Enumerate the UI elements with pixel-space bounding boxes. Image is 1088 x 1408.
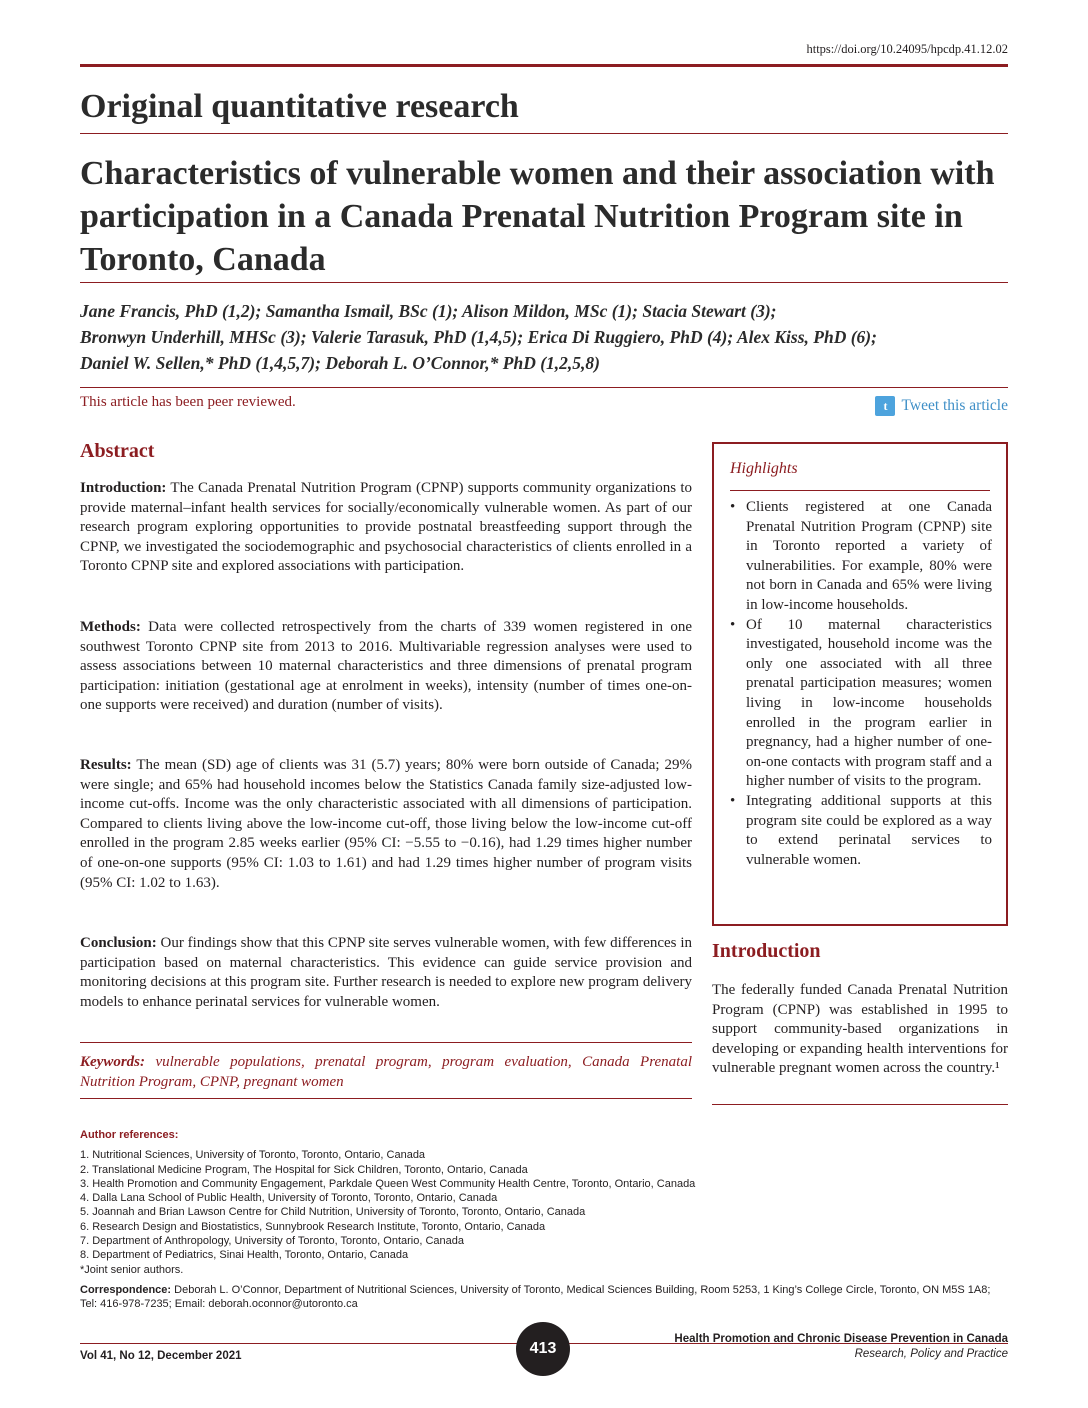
author-references-heading: Author references: bbox=[80, 1129, 179, 1141]
highlight-item bbox=[730, 792, 992, 870]
author-list bbox=[80, 298, 1008, 376]
keywords-text: vulnerable populations, prenatal program, program evaluation, Canada Prenatal Nutrition Program, CPNP, pregnant women bbox=[80, 1054, 692, 1090]
twitter-icon: t bbox=[875, 396, 895, 416]
para-label: Introduction: bbox=[80, 480, 167, 496]
highlights-box bbox=[712, 442, 1008, 926]
peer-review-note: This article has been peer reviewed. bbox=[80, 394, 296, 410]
tweet-label: Tweet this article bbox=[901, 397, 1008, 414]
section-type: Original quantitative research bbox=[80, 88, 519, 125]
journal-line-1: Health Promotion and Chronic Disease Prevention in Canada bbox=[674, 1333, 1008, 1345]
author-line: Daniel W. Sellen,* PhD (1,4,5,7); Deborah L. O’Connor,* PhD (1,2,5,8) bbox=[80, 353, 601, 373]
para-label: Results: bbox=[80, 757, 132, 773]
abstract-introduction bbox=[80, 479, 692, 577]
highlight-item bbox=[730, 616, 992, 792]
reference-item: 6. Research Design and Biostatistics, Sunnybrook Research Institute, Toronto, Ontario, Canada bbox=[80, 1220, 546, 1233]
abstract-conclusion bbox=[80, 934, 692, 1012]
abstract-results bbox=[80, 756, 692, 893]
keywords-rule-bottom bbox=[80, 1098, 692, 1099]
keywords bbox=[80, 1052, 692, 1092]
highlight-text: Integrating additional supports at this program site could be explored as a way to extend perinatal services to vulnerable women. bbox=[746, 792, 992, 868]
author-line: Bronwyn Underhill, MHSc (3); Valerie Tarasuk, PhD (1,4,5); Erica Di Ruggiero, PhD (4); Alex Kiss, PhD (6); bbox=[80, 327, 877, 347]
introduction-rule bbox=[712, 1104, 1008, 1105]
article-title: Characteristics of vulnerable women and their association with participation in a Canada Prenatal Nutrition Program site in Toronto, Canada bbox=[80, 155, 995, 278]
authors-rule bbox=[80, 387, 1008, 388]
para-text: The mean (SD) age of clients was 31 (5.7) years; 80% were born outside of Canada; 29% were single; and 65% had household incomes below the Statistics Canada family size-adjusted low-income cut-offs. Income was the only characteristic associated with all dimensions of participation. Compared to clients living above the low-income cut-off, those living below the low-income cut-off enrolled in the program 2.85 weeks earlier (95% CI: −5.55 to −0.16), had 1.29 times higher number of one-on-one supports (95% CI: 1.03 to 1.61) and had 1.29 times higher number of program visits (95% CI: 1.02 to 1.63). bbox=[80, 757, 692, 891]
highlight-text: Clients registered at one Canada Prenatal Nutrition Program (CPNP) site in Toronto reported a variety of vulnerabilities. For example, 80% were not born in Canada and 65% were living in low-income households. bbox=[746, 499, 992, 613]
bullet-icon: • bbox=[730, 792, 736, 809]
title-rule bbox=[80, 282, 1008, 283]
para-text: Data were collected retrospectively from the charts of 339 women registered in one southwest Toronto CPNP site from 2013 to 2016. Multivariable regression analyses were used to assess associations between 10 maternal characteristics and three dimensions of prenatal program participation: initiation (gestational age at enrolment in weeks), intensity (number of times one-on-one supports were received) and duration (number of visits). bbox=[80, 619, 692, 714]
section-rule bbox=[80, 133, 1008, 134]
journal-name bbox=[674, 1332, 1008, 1362]
highlight-text: Of 10 maternal characteristics investigated, household income was the only one associated with all three prenatal participation measures; women living in low-income households enrolled in the program earlier in pregnancy, had a higher number of one-on-one contacts with program staff and a higher number of visits to the program. bbox=[746, 616, 992, 790]
highlight-item bbox=[730, 498, 992, 616]
abstract-heading: Abstract bbox=[80, 440, 155, 462]
abstract-methods bbox=[80, 618, 692, 716]
para-label: Conclusion: bbox=[80, 935, 157, 951]
correspondence-label: Correspondence: bbox=[80, 1283, 172, 1296]
author-references bbox=[80, 1128, 1008, 1312]
introduction-text: The federally funded Canada Prenatal Nutrition Program (CPNP) was established in 1995 to support community-based organizations in developing or expanding health interventions for vulnerable pregnant women across the country.¹ bbox=[712, 982, 1008, 1077]
reference-item: 3. Health Promotion and Community Engagement, Parkdale Queen West Community Health Centre, Toronto, Ontario, Canada bbox=[80, 1177, 696, 1190]
reference-item: 4. Dalla Lana School of Public Health, University of Toronto, Toronto, Ontario, Canada bbox=[80, 1192, 498, 1205]
correspondence-text: Deborah L. O’Connor, Department of Nutritional Sciences, University of Toronto, Medical Sciences Building, Room 5253, 1 King’s College Circle, Toronto, ON M5S 1A8; Tel: 416-978-7235; Email: deborah.oconnor@utoronto.ca bbox=[80, 1283, 991, 1311]
volume-info: Vol 41, No 12, December 2021 bbox=[80, 1350, 242, 1362]
highlights-list bbox=[730, 498, 992, 870]
keywords-label: Keywords: bbox=[80, 1054, 145, 1070]
reference-item: 7. Department of Anthropology, University of Toronto, Toronto, Ontario, Canada bbox=[80, 1235, 464, 1248]
bullet-icon: • bbox=[730, 616, 736, 633]
para-text: The Canada Prenatal Nutrition Program (CPNP) supports community organizations to provide maternal–infant health services for socially/economically vulnerable women. As part of our research program exploring opportunities to provide postnatal breastfeeding support through the CPNP, we investigated the sociodemographic and psychosocial characteristics of clients enrolled in a Toronto CPNP site and explored associations with participation. bbox=[80, 480, 692, 575]
introduction-heading: Introduction bbox=[712, 940, 821, 962]
keywords-rule-top bbox=[80, 1042, 692, 1043]
doi-link[interactable]: https://doi.org/10.24095/hpcdp.41.12.02 bbox=[806, 42, 1008, 56]
author-line: Jane Francis, PhD (1,2); Samantha Ismail, BSc (1); Alison Mildon, MSc (1); Stacia Stewart (3); bbox=[80, 301, 777, 321]
reference-item: 5. Joannah and Brian Lawson Centre for Child Nutrition, University of Toronto, Toronto, Ontario, Canada bbox=[80, 1206, 586, 1219]
reference-item: 2. Translational Medicine Program, The Hospital for Sick Children, Toronto, Ontario, Canada bbox=[80, 1163, 528, 1176]
reference-item: *Joint senior authors. bbox=[80, 1263, 184, 1276]
para-label: Methods: bbox=[80, 619, 141, 635]
journal-line-2: Research, Policy and Practice bbox=[854, 1348, 1008, 1360]
reference-item: 1. Nutritional Sciences, University of Toronto, Toronto, Ontario, Canada bbox=[80, 1149, 426, 1162]
bullet-icon: • bbox=[730, 499, 736, 515]
reference-item: 8. Department of Pediatrics, Sinai Health, Toronto, Ontario, Canada bbox=[80, 1249, 409, 1262]
para-text: Our findings show that this CPNP site serves vulnerable women, with few differences in participation based on maternal characteristics. This evidence can guide service provision and monitoring decisions at this program site. Further research is needed to explore new program delivery models to enhance perinatal services for vulnerable women. bbox=[80, 935, 692, 1010]
page-number: 413 bbox=[516, 1322, 570, 1376]
correspondence bbox=[80, 1283, 1008, 1312]
top-rule bbox=[80, 64, 1008, 67]
tweet-link[interactable] bbox=[875, 396, 1008, 416]
highlights-rule bbox=[730, 490, 990, 491]
highlights-title: Highlights bbox=[730, 460, 798, 477]
